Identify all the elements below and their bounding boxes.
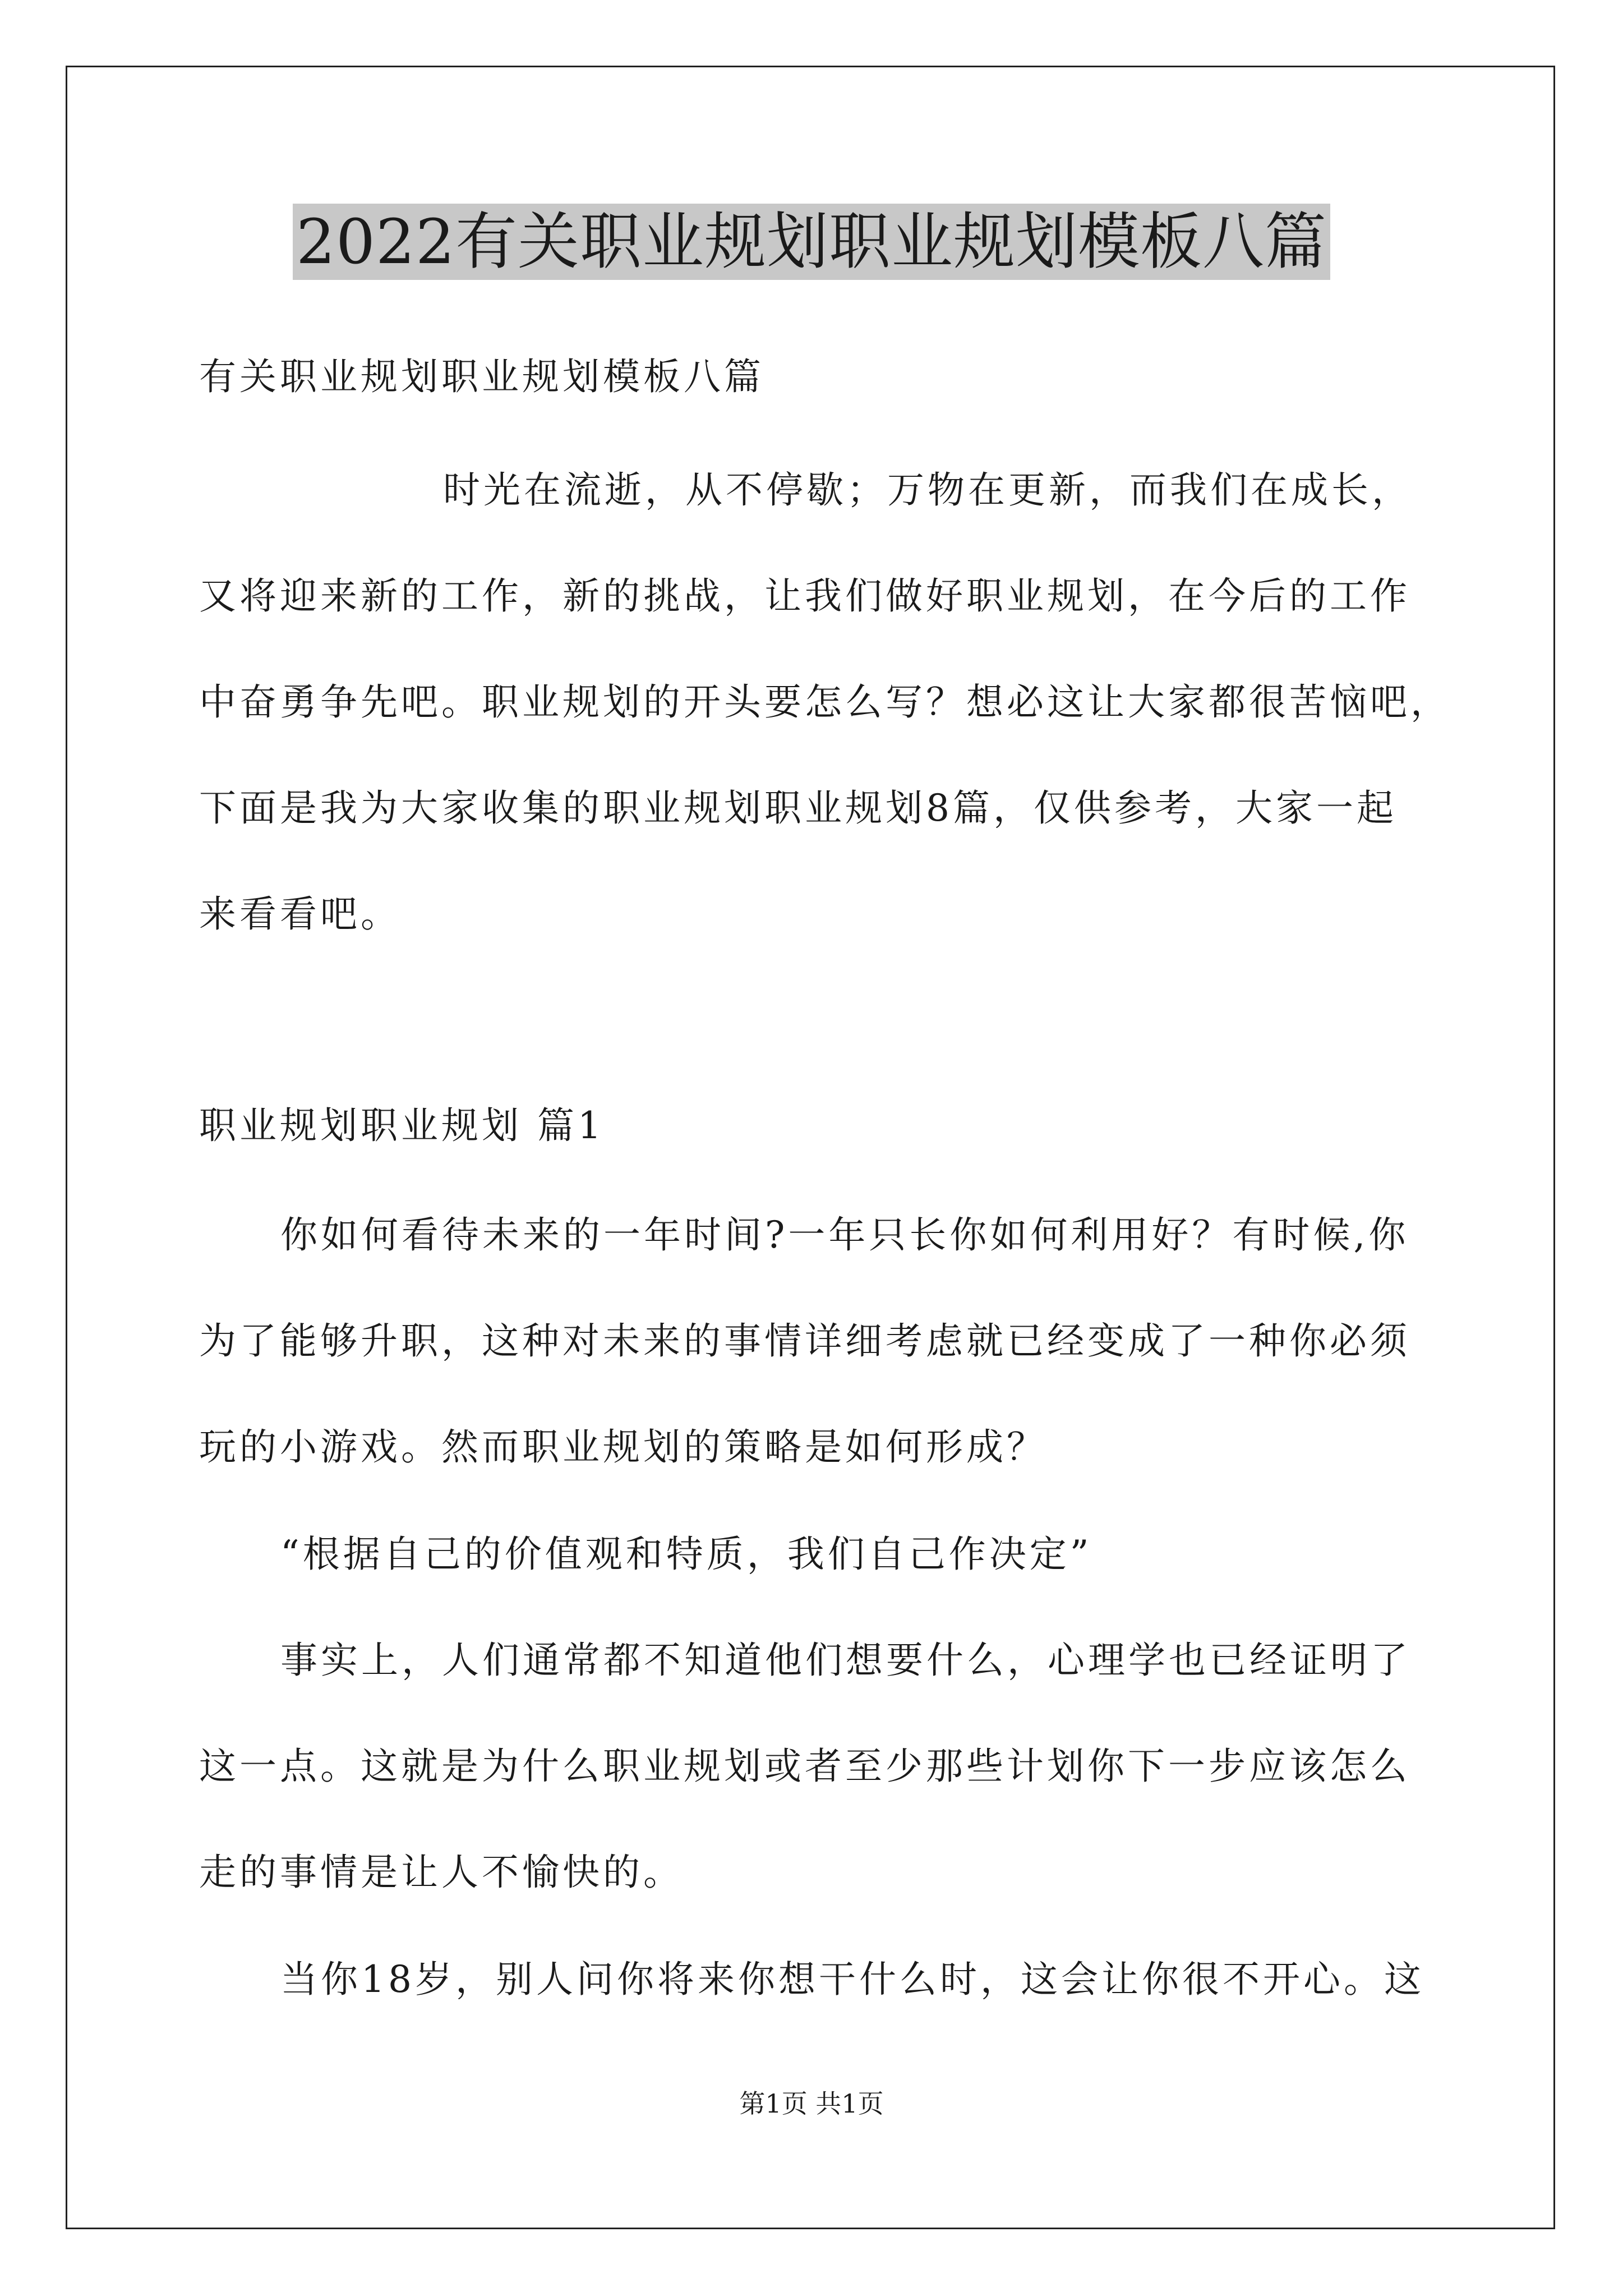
intro-line: 下面是我为大家收集的职业规划职业规划8篇，仅供参考，大家一起	[199, 786, 1397, 830]
body-line: 事实上，人们通常都不知道他们想要什么，心理学也已经证明了	[280, 1639, 1411, 1682]
body-line: 你如何看待未来的一年时间?一年只长你如何利用好？有时候,你	[280, 1213, 1409, 1257]
document-subtitle: 有关职业规划职业规划模板八篇	[199, 355, 764, 398]
intro-line: 又将迎来新的工作，新的挑战，让我们做好职业规划，在今后的工作	[199, 574, 1410, 618]
intro-line: 时光在流逝，从不停歇；万物在更新，而我们在成长，	[443, 468, 1412, 512]
body-line: “根据自己的价值观和特质，我们自己作决定”	[280, 1533, 1092, 1576]
body-line: 玩的小游戏。然而职业规划的策略是如何形成？	[199, 1425, 1047, 1469]
document-title: 2022有关职业规划职业规划模板八篇	[293, 204, 1330, 280]
body-line: 走的事情是让人不愉快的。	[199, 1851, 684, 1894]
body-line: 这一点。这就是为什么职业规划或者至少那些计划你下一步应该怎么	[199, 1745, 1410, 1788]
intro-line: 来看看吧。	[199, 892, 401, 936]
body-line: 当你18岁，别人问你将来你想干什么时，这会让你很不开心。这	[280, 1958, 1424, 2001]
page-number-footer: 第1页 共1页	[739, 2088, 884, 2119]
body-line: 为了能够升职，这种对未来的事情详细考虑就已经变成了一种你必须	[199, 1319, 1410, 1363]
intro-line: 中奋勇争先吧。职业规划的开头要怎么写？想必这让大家都很苦恼吧，	[199, 680, 1451, 724]
title-container	[0, 204, 1623, 280]
section-heading: 职业规划职业规划 篇1	[199, 1104, 605, 1147]
